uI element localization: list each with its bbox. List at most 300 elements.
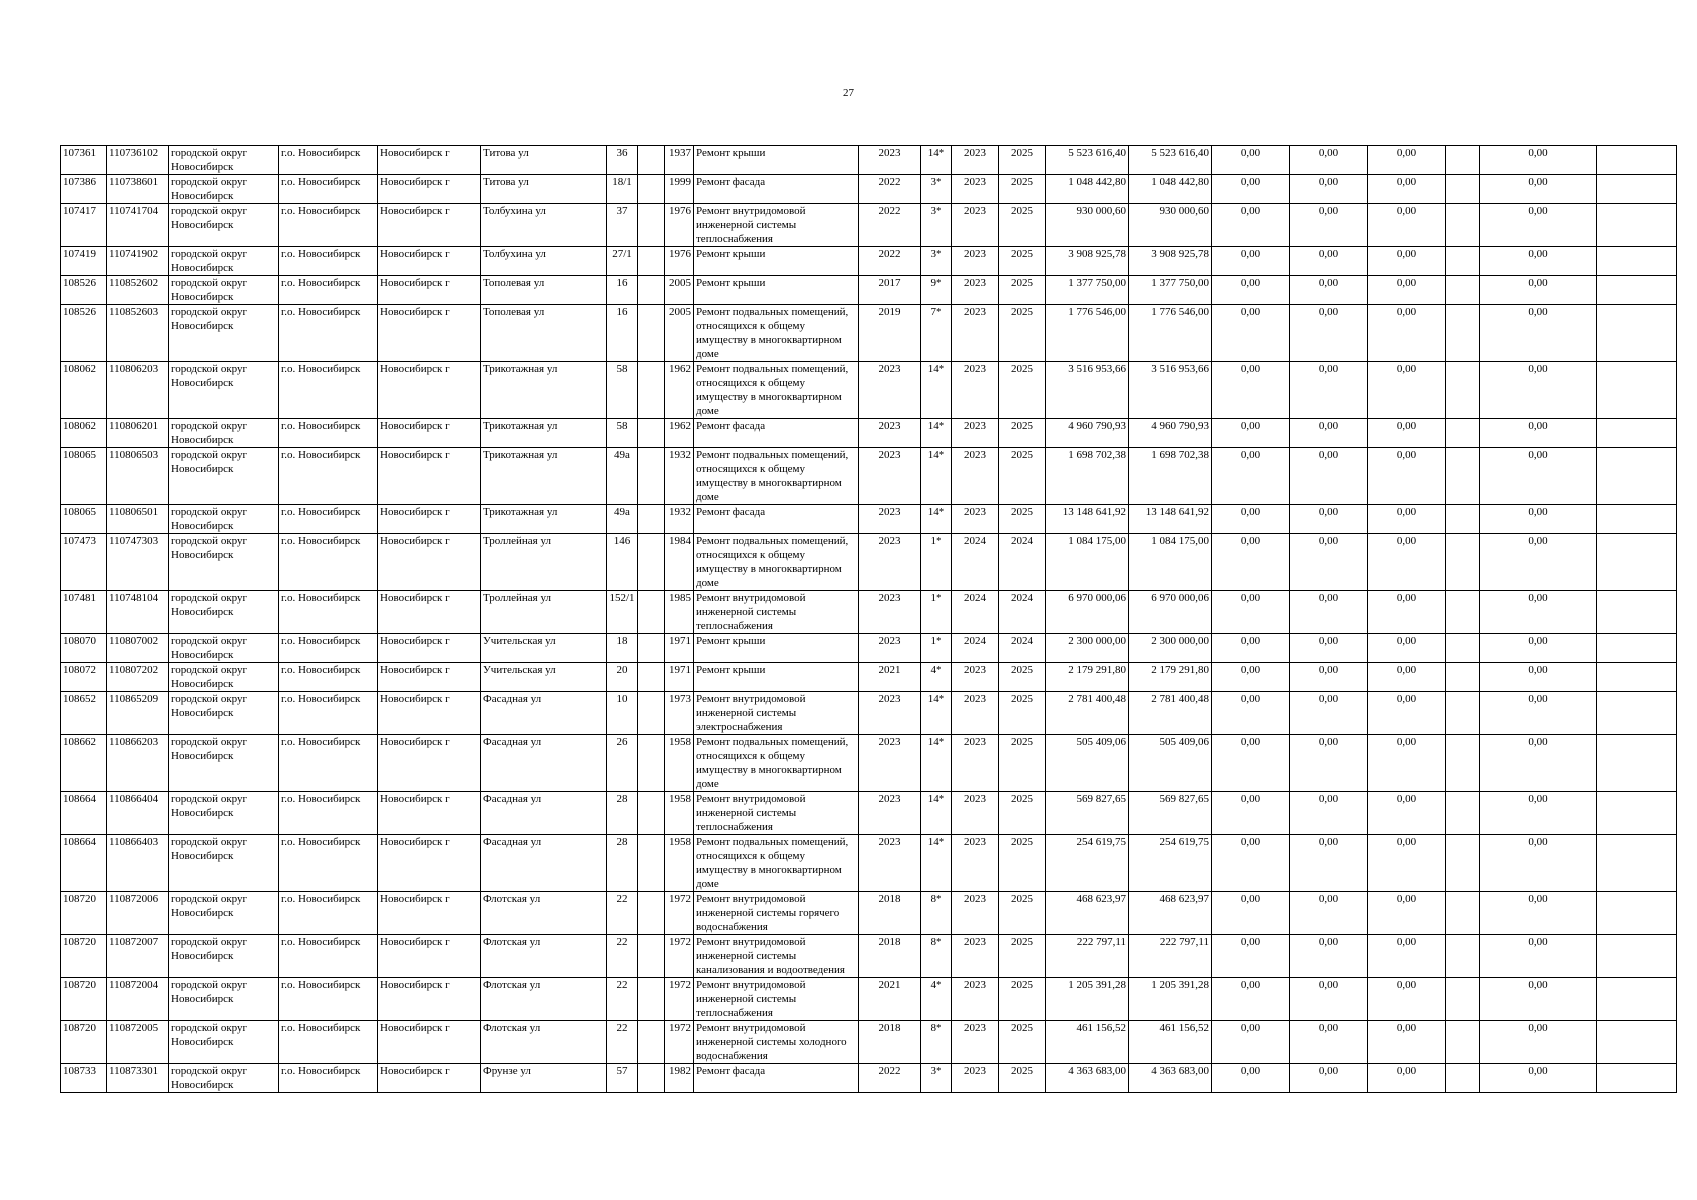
cell-end-year: 2025 [999,247,1046,276]
cell-settlement: Новосибирск г [378,534,481,591]
cell-criterion: 14* [921,692,952,735]
cell-criterion: 3* [921,1064,952,1093]
cell-fund-cost: 1 048 442,80 [1129,175,1212,204]
cell-house-number: 20 [607,663,638,692]
cell-house-number: 57 [607,1064,638,1093]
cell-local-budget: 0,00 [1368,835,1446,892]
cell-urban-district: г.о. Новосибирск [279,892,378,935]
cell-local-budget: 0,00 [1368,735,1446,792]
cell-fund-cost: 222 797,11 [1129,935,1212,978]
cell-house-number: 49а [607,448,638,505]
cell-total-cost: 468 623,97 [1046,892,1129,935]
table-row [61,276,1677,305]
table-row [61,591,1677,634]
cell-local-budget: 0,00 [1368,634,1446,663]
cell-total-cost: 1 776 546,00 [1046,305,1129,362]
table-row [61,305,1677,362]
cell-owner-funds: 0,00 [1480,634,1597,663]
cell-urban-district: г.о. Новосибирск [279,835,378,892]
cell-urban-district: г.о. Новосибирск [279,419,378,448]
cell-total-cost: 222 797,11 [1046,935,1129,978]
cell-settlement: Новосибирск г [378,204,481,247]
cell-end-year: 2025 [999,892,1046,935]
cell-street: Толбухина ул [481,247,607,276]
table-row [61,692,1677,735]
cell-total-cost: 254 619,75 [1046,835,1129,892]
cell-build-year: 2005 [665,305,694,362]
cell-total-cost: 461 156,52 [1046,1021,1129,1064]
cell-owner-funds: 0,00 [1480,175,1597,204]
cell-total-cost: 4 960 790,93 [1046,419,1129,448]
cell-house-number: 36 [607,146,638,175]
cell-work-id: 110866203 [107,735,169,792]
cell-object-id: 108526 [61,276,107,305]
cell-settlement: Новосибирск г [378,305,481,362]
cell-owner-funds: 0,00 [1480,247,1597,276]
cell-fund-cost: 4 363 683,00 [1129,1064,1212,1093]
cell-regional-budget: 0,00 [1290,175,1368,204]
cell-federal-budget: 0,00 [1212,419,1290,448]
cell-building [638,448,665,505]
cell-start-year: 2023 [952,892,999,935]
cell-work-id: 110852602 [107,276,169,305]
cell-federal-budget: 0,00 [1212,305,1290,362]
cell-street: Трикотажная ул [481,505,607,534]
cell-building [638,792,665,835]
cell-criterion: 7* [921,305,952,362]
cell-criterion: 1* [921,591,952,634]
cell-settlement: Новосибирск г [378,935,481,978]
cell-start-year: 2023 [952,146,999,175]
cell-regional-budget: 0,00 [1290,146,1368,175]
cell-regional-budget: 0,00 [1290,935,1368,978]
cell-regional-budget: 0,00 [1290,534,1368,591]
cell-last-col [1597,978,1677,1021]
cell-federal-budget: 0,00 [1212,146,1290,175]
cell-work-id: 110806503 [107,448,169,505]
cell-extra-col [1446,146,1480,175]
cell-regional-budget: 0,00 [1290,305,1368,362]
cell-house-number: 10 [607,692,638,735]
cell-work-id: 110872007 [107,935,169,978]
cell-owner-funds: 0,00 [1480,835,1597,892]
cell-work-type: Ремонт подвальных помещений, относящихся к общему имуществу в многоквартирном доме [694,305,859,362]
cell-regional-budget: 0,00 [1290,978,1368,1021]
cell-federal-budget: 0,00 [1212,362,1290,419]
cell-local-budget: 0,00 [1368,305,1446,362]
cell-owner-funds: 0,00 [1480,204,1597,247]
cell-building [638,892,665,935]
cell-extra-col [1446,362,1480,419]
cell-settlement: Новосибирск г [378,505,481,534]
cell-regional-budget: 0,00 [1290,792,1368,835]
cell-work-type: Ремонт фасада [694,419,859,448]
cell-urban-district: г.о. Новосибирск [279,591,378,634]
cell-object-id: 108652 [61,692,107,735]
table-row [61,204,1677,247]
cell-work-type: Ремонт фасада [694,175,859,204]
cell-build-year: 1962 [665,362,694,419]
cell-house-number: 28 [607,792,638,835]
cell-urban-district: г.о. Новосибирск [279,305,378,362]
cell-criterion: 1* [921,534,952,591]
cell-criterion: 4* [921,978,952,1021]
table-row [61,534,1677,591]
cell-work-id: 110736102 [107,146,169,175]
cell-total-cost: 5 523 616,40 [1046,146,1129,175]
cell-planned-year: 2023 [859,634,921,663]
cell-object-id: 108526 [61,305,107,362]
cell-build-year: 1932 [665,448,694,505]
cell-object-id: 107386 [61,175,107,204]
cell-planned-year: 2023 [859,505,921,534]
cell-last-col [1597,276,1677,305]
cell-building [638,663,665,692]
table-row [61,175,1677,204]
cell-object-id: 108065 [61,448,107,505]
cell-street: Флотская ул [481,978,607,1021]
cell-regional-budget: 0,00 [1290,835,1368,892]
cell-settlement: Новосибирск г [378,1021,481,1064]
cell-work-type: Ремонт крыши [694,663,859,692]
cell-urban-district: г.о. Новосибирск [279,935,378,978]
cell-work-type: Ремонт внутридомовой инженерной системы теплоснабжения [694,792,859,835]
cell-build-year: 1958 [665,835,694,892]
cell-work-id: 110865209 [107,692,169,735]
table-row [61,735,1677,792]
cell-total-cost: 2 300 000,00 [1046,634,1129,663]
cell-street: Фрунзе ул [481,1064,607,1093]
cell-regional-budget: 0,00 [1290,591,1368,634]
table-row [61,419,1677,448]
cell-federal-budget: 0,00 [1212,835,1290,892]
cell-municipality: городской округ Новосибирск [169,892,279,935]
cell-municipality: городской округ Новосибирск [169,448,279,505]
cell-build-year: 1985 [665,591,694,634]
cell-planned-year: 2022 [859,247,921,276]
cell-urban-district: г.о. Новосибирск [279,362,378,419]
cell-object-id: 108733 [61,1064,107,1093]
cell-work-type: Ремонт внутридомовой инженерной системы теплоснабжения [694,978,859,1021]
cell-regional-budget: 0,00 [1290,448,1368,505]
cell-fund-cost: 930 000,60 [1129,204,1212,247]
cell-work-id: 110866404 [107,792,169,835]
cell-work-type: Ремонт внутридомовой инженерной системы теплоснабжения [694,591,859,634]
cell-house-number: 49а [607,505,638,534]
cell-urban-district: г.о. Новосибирск [279,663,378,692]
table-row [61,892,1677,935]
cell-building [638,276,665,305]
cell-start-year: 2023 [952,735,999,792]
cell-last-col [1597,692,1677,735]
cell-extra-col [1446,1021,1480,1064]
cell-object-id: 107417 [61,204,107,247]
cell-municipality: городской округ Новосибирск [169,276,279,305]
cell-build-year: 1972 [665,935,694,978]
cell-extra-col [1446,276,1480,305]
cell-build-year: 1962 [665,419,694,448]
table-row [61,935,1677,978]
cell-local-budget: 0,00 [1368,534,1446,591]
cell-object-id: 107481 [61,591,107,634]
cell-street: Тополевая ул [481,276,607,305]
cell-end-year: 2025 [999,1021,1046,1064]
cell-total-cost: 3 516 953,66 [1046,362,1129,419]
cell-local-budget: 0,00 [1368,175,1446,204]
cell-work-id: 110852603 [107,305,169,362]
cell-build-year: 1976 [665,204,694,247]
cell-last-col [1597,146,1677,175]
cell-work-type: Ремонт подвальных помещений, относящихся к общему имуществу в многоквартирном доме [694,448,859,505]
cell-end-year: 2025 [999,305,1046,362]
cell-end-year: 2025 [999,146,1046,175]
cell-house-number: 22 [607,892,638,935]
cell-building [638,692,665,735]
cell-planned-year: 2021 [859,663,921,692]
table-row [61,247,1677,276]
cell-federal-budget: 0,00 [1212,204,1290,247]
cell-work-type: Ремонт внутридомовой инженерной системы канализования и водоотведения [694,935,859,978]
cell-start-year: 2023 [952,692,999,735]
cell-object-id: 108664 [61,835,107,892]
cell-federal-budget: 0,00 [1212,591,1290,634]
cell-build-year: 1932 [665,505,694,534]
cell-last-col [1597,305,1677,362]
cell-last-col [1597,505,1677,534]
table-body [61,146,1677,1093]
cell-work-type: Ремонт крыши [694,146,859,175]
cell-work-id: 110806501 [107,505,169,534]
cell-total-cost: 2 781 400,48 [1046,692,1129,735]
cell-work-id: 110747303 [107,534,169,591]
cell-last-col [1597,835,1677,892]
cell-regional-budget: 0,00 [1290,362,1368,419]
cell-start-year: 2023 [952,663,999,692]
cell-extra-col [1446,591,1480,634]
cell-street: Трикотажная ул [481,419,607,448]
cell-last-col [1597,1021,1677,1064]
cell-federal-budget: 0,00 [1212,1064,1290,1093]
cell-criterion: 14* [921,146,952,175]
cell-end-year: 2025 [999,276,1046,305]
table-row [61,146,1677,175]
cell-fund-cost: 4 960 790,93 [1129,419,1212,448]
cell-street: Троллейная ул [481,534,607,591]
cell-total-cost: 4 363 683,00 [1046,1064,1129,1093]
cell-start-year: 2023 [952,448,999,505]
cell-work-type: Ремонт подвальных помещений, относящихся к общему имуществу в многоквартирном доме [694,735,859,792]
cell-start-year: 2023 [952,276,999,305]
cell-criterion: 3* [921,247,952,276]
cell-build-year: 1972 [665,892,694,935]
cell-work-type: Ремонт крыши [694,634,859,663]
cell-municipality: городской округ Новосибирск [169,305,279,362]
cell-planned-year: 2023 [859,419,921,448]
cell-regional-budget: 0,00 [1290,204,1368,247]
cell-local-budget: 0,00 [1368,692,1446,735]
cell-planned-year: 2023 [859,735,921,792]
cell-house-number: 16 [607,305,638,362]
cell-house-number: 22 [607,978,638,1021]
cell-house-number: 16 [607,276,638,305]
cell-last-col [1597,1064,1677,1093]
cell-work-id: 110741704 [107,204,169,247]
cell-municipality: городской округ Новосибирск [169,247,279,276]
cell-urban-district: г.о. Новосибирск [279,247,378,276]
cell-planned-year: 2023 [859,146,921,175]
cell-street: Фасадная ул [481,692,607,735]
cell-start-year: 2023 [952,505,999,534]
cell-federal-budget: 0,00 [1212,1021,1290,1064]
cell-settlement: Новосибирск г [378,362,481,419]
cell-house-number: 18/1 [607,175,638,204]
table-row [61,792,1677,835]
cell-municipality: городской округ Новосибирск [169,146,279,175]
cell-federal-budget: 0,00 [1212,735,1290,792]
cell-fund-cost: 468 623,97 [1129,892,1212,935]
cell-end-year: 2025 [999,204,1046,247]
cell-street: Учительская ул [481,663,607,692]
cell-local-budget: 0,00 [1368,1021,1446,1064]
cell-work-type: Ремонт крыши [694,247,859,276]
cell-planned-year: 2022 [859,1064,921,1093]
cell-house-number: 37 [607,204,638,247]
cell-total-cost: 13 148 641,92 [1046,505,1129,534]
cell-planned-year: 2018 [859,892,921,935]
cell-build-year: 1958 [665,735,694,792]
cell-street: Трикотажная ул [481,448,607,505]
cell-planned-year: 2022 [859,175,921,204]
cell-fund-cost: 2 781 400,48 [1129,692,1212,735]
cell-object-id: 108662 [61,735,107,792]
cell-federal-budget: 0,00 [1212,276,1290,305]
cell-work-id: 110866403 [107,835,169,892]
cell-fund-cost: 5 523 616,40 [1129,146,1212,175]
cell-work-type: Ремонт крыши [694,276,859,305]
cell-municipality: городской округ Новосибирск [169,591,279,634]
cell-building [638,835,665,892]
cell-settlement: Новосибирск г [378,276,481,305]
cell-end-year: 2024 [999,534,1046,591]
cell-start-year: 2023 [952,362,999,419]
cell-federal-budget: 0,00 [1212,692,1290,735]
cell-end-year: 2025 [999,978,1046,1021]
cell-extra-col [1446,892,1480,935]
cell-federal-budget: 0,00 [1212,978,1290,1021]
cell-criterion: 9* [921,276,952,305]
cell-urban-district: г.о. Новосибирск [279,448,378,505]
cell-object-id: 108664 [61,792,107,835]
cell-build-year: 1982 [665,1064,694,1093]
cell-urban-district: г.о. Новосибирск [279,1021,378,1064]
cell-end-year: 2025 [999,1064,1046,1093]
cell-local-budget: 0,00 [1368,591,1446,634]
cell-object-id: 107419 [61,247,107,276]
cell-street: Трикотажная ул [481,362,607,419]
cell-planned-year: 2019 [859,305,921,362]
cell-criterion: 3* [921,204,952,247]
cell-local-budget: 0,00 [1368,146,1446,175]
cell-start-year: 2023 [952,204,999,247]
cell-planned-year: 2022 [859,204,921,247]
cell-end-year: 2024 [999,634,1046,663]
cell-last-col [1597,735,1677,792]
cell-end-year: 2025 [999,692,1046,735]
cell-build-year: 1937 [665,146,694,175]
cell-work-type: Ремонт фасада [694,505,859,534]
cell-local-budget: 0,00 [1368,663,1446,692]
cell-street: Троллейная ул [481,591,607,634]
cell-fund-cost: 505 409,06 [1129,735,1212,792]
cell-start-year: 2024 [952,591,999,634]
cell-local-budget: 0,00 [1368,792,1446,835]
cell-local-budget: 0,00 [1368,892,1446,935]
cell-work-type: Ремонт подвальных помещений, относящихся к общему имуществу в многоквартирном доме [694,835,859,892]
cell-municipality: городской округ Новосибирск [169,419,279,448]
cell-owner-funds: 0,00 [1480,978,1597,1021]
cell-build-year: 1999 [665,175,694,204]
table-row [61,448,1677,505]
cell-work-type: Ремонт подвальных помещений, относящихся к общему имуществу в многоквартирном доме [694,534,859,591]
cell-street: Толбухина ул [481,204,607,247]
cell-settlement: Новосибирск г [378,591,481,634]
cell-end-year: 2025 [999,935,1046,978]
cell-extra-col [1446,419,1480,448]
cell-object-id: 108072 [61,663,107,692]
cell-object-id: 108720 [61,978,107,1021]
cell-planned-year: 2017 [859,276,921,305]
cell-building [638,534,665,591]
cell-owner-funds: 0,00 [1480,892,1597,935]
cell-last-col [1597,419,1677,448]
cell-start-year: 2023 [952,835,999,892]
cell-criterion: 3* [921,175,952,204]
cell-street: Титова ул [481,146,607,175]
cell-fund-cost: 254 619,75 [1129,835,1212,892]
cell-last-col [1597,663,1677,692]
cell-federal-budget: 0,00 [1212,175,1290,204]
cell-end-year: 2025 [999,419,1046,448]
cell-last-col [1597,175,1677,204]
cell-regional-budget: 0,00 [1290,247,1368,276]
cell-extra-col [1446,735,1480,792]
cell-last-col [1597,634,1677,663]
cell-total-cost: 1 084 175,00 [1046,534,1129,591]
cell-building [638,505,665,534]
cell-work-type: Ремонт внутридомовой инженерной системы электроснабжения [694,692,859,735]
cell-settlement: Новосибирск г [378,892,481,935]
cell-regional-budget: 0,00 [1290,892,1368,935]
cell-local-budget: 0,00 [1368,505,1446,534]
cell-federal-budget: 0,00 [1212,247,1290,276]
table-row [61,663,1677,692]
cell-last-col [1597,362,1677,419]
cell-street: Фасадная ул [481,835,607,892]
cell-regional-budget: 0,00 [1290,419,1368,448]
cell-work-id: 110806201 [107,419,169,448]
cell-last-col [1597,448,1677,505]
cell-work-id: 110872005 [107,1021,169,1064]
cell-total-cost: 1 698 702,38 [1046,448,1129,505]
cell-owner-funds: 0,00 [1480,448,1597,505]
cell-work-id: 110806203 [107,362,169,419]
cell-settlement: Новосибирск г [378,448,481,505]
cell-settlement: Новосибирск г [378,247,481,276]
cell-municipality: городской округ Новосибирск [169,204,279,247]
cell-owner-funds: 0,00 [1480,505,1597,534]
cell-criterion: 8* [921,1021,952,1064]
cell-fund-cost: 13 148 641,92 [1129,505,1212,534]
